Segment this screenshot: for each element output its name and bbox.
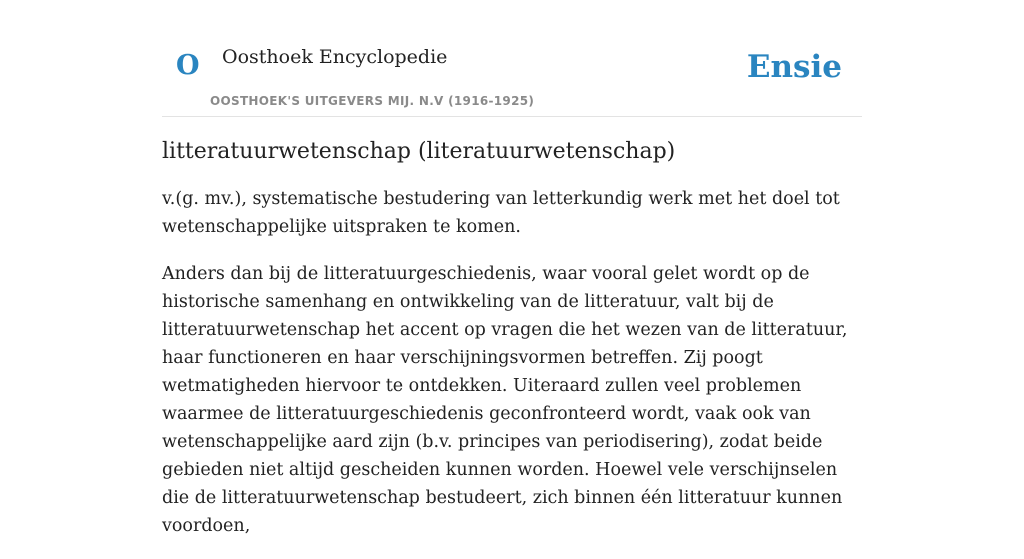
site-title[interactable]: Oosthoek Encyclopedie (222, 46, 448, 68)
publisher-subtitle: OOSTHOEK'S UITGEVERS MIJ. N.V (1916-1925) (210, 94, 535, 108)
oosthoek-logo[interactable]: O (176, 50, 200, 81)
site-header (162, 32, 862, 117)
article-content (162, 138, 862, 559)
entry-title: litteratuurwetenschap (literatuurwetenschap) (162, 139, 676, 164)
article-paragraph-2: Anders dan bij de litteratuurgeschiedenis, waar vooral gelet wordt op de historische samenhang en ontwikkeling van de litteratuur, valt bij de litteratuurwetenschap het accent op vragen die het wezen van de litteratuur, haar functioneren en haar verschijningsvormen betreffen. Zij poogt wetmatigheden hiervoor te ontdekken. Uiteraard zullen veel problemen waarmee de litteratuurgeschiedenis geconfronteerd wordt, vaak ook van wetenschappelijke aard zijn (b.v. principes van periodisering), zodat beide gebieden niet altijd gescheiden kunnen worden. Hoewel vele verschijnselen die de litteratuurwetenschap bestudeert, zich binnen één litteratuur kunnen voordoen, (162, 263, 848, 536)
article-paragraph-1: v.(g. mv.), systematische bestudering van letterkundig werk met het doel tot wetenschappelijke uitspraken te komen. (162, 188, 840, 237)
ensie-brand-link[interactable]: Ensie (746, 49, 842, 85)
